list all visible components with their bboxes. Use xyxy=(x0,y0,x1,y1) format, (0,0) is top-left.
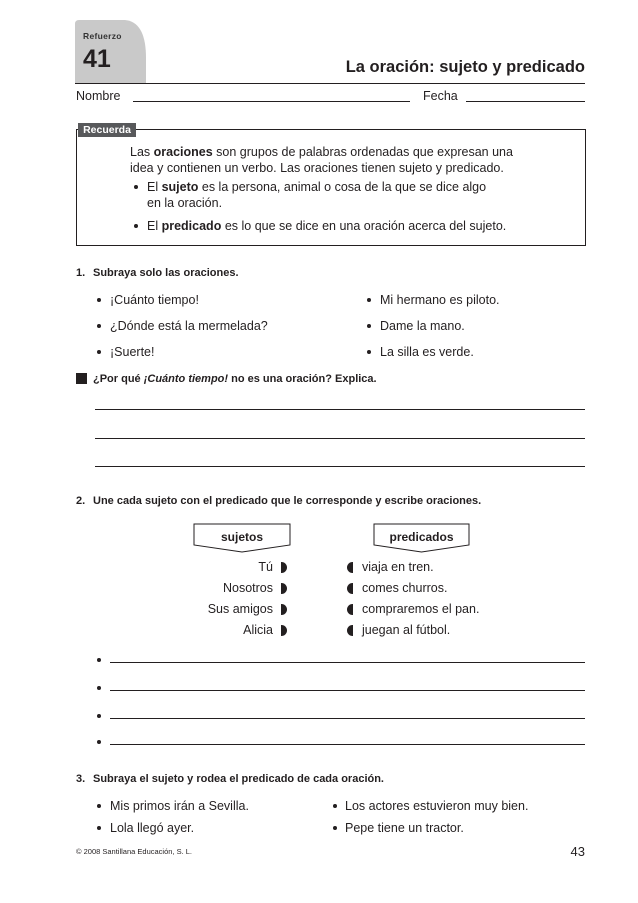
recuerda-bullet-sujeto-continuation: en la oración. xyxy=(147,196,223,210)
bullet-icon xyxy=(97,686,101,690)
tab-label: Refuerzo xyxy=(83,31,122,41)
page-title: La oración: sujeto y predicado xyxy=(345,58,585,76)
bullet-icon xyxy=(134,185,138,189)
answer-line xyxy=(95,466,585,467)
connector-dot-icon xyxy=(347,562,353,573)
connector-dot-icon xyxy=(281,625,287,636)
connector-dot-icon xyxy=(281,604,287,615)
recuerda-label: Recuerda xyxy=(78,123,136,137)
copyright: © 2008 Santillana Educación, S. L. xyxy=(76,847,193,856)
connector-dot-icon xyxy=(281,583,287,594)
bullet-icon xyxy=(367,324,371,328)
exercise-3-instruction: Subraya el sujeto y rodea el predicado de cada oración. xyxy=(93,773,384,785)
square-bullet-icon xyxy=(76,373,87,384)
recuerda-bullet-predicado xyxy=(147,218,506,234)
text: El xyxy=(147,219,162,233)
answer-line xyxy=(110,744,585,745)
keyword-oraciones: oraciones xyxy=(153,145,213,159)
answer-line xyxy=(110,690,585,691)
predicate-item: compraremos el pan. xyxy=(362,602,480,616)
list-item: Lola llegó ayer. xyxy=(110,821,195,835)
answer-line xyxy=(110,662,585,663)
list-item: Mi hermano es piloto. xyxy=(380,293,500,307)
text: ¿Por qué xyxy=(93,373,144,385)
bullet-icon xyxy=(97,298,101,302)
answer-line xyxy=(110,718,585,719)
text: es lo que se dice en una oración acerca del sujeto. xyxy=(221,219,507,233)
connector-dot-icon xyxy=(347,604,353,615)
exercise-3-number: 3. xyxy=(76,773,86,785)
bullet-icon xyxy=(367,350,371,354)
text: El xyxy=(147,180,162,194)
list-item: ¿Dónde está la mermelada? xyxy=(110,319,268,333)
list-item: Mis primos irán a Sevilla. xyxy=(110,799,249,813)
answer-line xyxy=(95,409,585,410)
subjects-label: sujetos xyxy=(220,530,263,544)
connector-dot-icon xyxy=(281,562,287,573)
name-line xyxy=(133,101,410,102)
bullet-icon xyxy=(97,714,101,718)
exercise-1-question xyxy=(93,372,377,386)
list-item: ¡Suerte! xyxy=(110,345,155,359)
subject-item: Sus amigos xyxy=(207,602,273,616)
answer-line xyxy=(95,438,585,439)
bullet-icon xyxy=(97,658,101,662)
keyword-sujeto: sujeto xyxy=(161,180,199,194)
bullet-icon xyxy=(97,324,101,328)
tab-number: 41 xyxy=(83,45,111,73)
list-item: Pepe tiene un tractor. xyxy=(345,821,464,835)
date-label: Fecha xyxy=(423,89,458,103)
exercise-1-number: 1. xyxy=(76,267,86,279)
predicate-item: viaja en tren. xyxy=(362,560,434,574)
text: Las xyxy=(130,145,154,159)
bullet-icon xyxy=(97,350,101,354)
subject-item: Nosotros xyxy=(222,581,273,595)
recuerda-intro-line2: idea y contienen un verbo. Las oraciones tienen sujeto y predicado. xyxy=(130,161,504,175)
connector-dot-icon xyxy=(347,625,353,636)
list-item: Dame la mano. xyxy=(380,319,465,333)
text: son grupos de palabras ordenadas que expresan una xyxy=(212,145,513,159)
list-item: ¡Cuánto tiempo! xyxy=(110,293,199,307)
keyword-predicado: predicado xyxy=(161,219,222,233)
bullet-icon xyxy=(134,224,138,228)
name-label: Nombre xyxy=(76,89,121,103)
bullet-icon xyxy=(333,804,337,808)
bullet-icon xyxy=(333,826,337,830)
text: es la persona, animal o cosa de la que se dice algo xyxy=(198,180,487,194)
subject-item: Alicia xyxy=(243,623,273,637)
bullet-icon xyxy=(97,826,101,830)
connector-dot-icon xyxy=(347,583,353,594)
page-number: 43 xyxy=(570,844,585,859)
text: no es una oración? Explica. xyxy=(228,373,377,385)
date-line xyxy=(466,101,585,102)
bullet-icon xyxy=(367,298,371,302)
bullet-icon xyxy=(97,740,101,744)
list-item: La silla es verde. xyxy=(380,345,474,359)
recuerda-bullet-sujeto xyxy=(147,179,486,195)
exercise-2-instruction: Une cada sujeto con el predicado que le corresponde y escribe oraciones. xyxy=(93,495,482,507)
list-item: Los actores estuvieron muy bien. xyxy=(345,799,529,813)
predicate-item: comes churros. xyxy=(362,581,448,595)
predicates-label: predicados xyxy=(389,530,454,544)
exercise-1-instruction: Subraya solo las oraciones. xyxy=(93,267,239,279)
recuerda-intro-line1 xyxy=(130,144,513,160)
exercise-2-number: 2. xyxy=(76,495,86,507)
header-rule xyxy=(75,83,585,84)
subject-item: Tú xyxy=(258,560,273,574)
predicate-item: juegan al fútbol. xyxy=(362,623,451,637)
quoted-phrase: ¡Cuánto tiempo! xyxy=(143,373,229,385)
bullet-icon xyxy=(97,804,101,808)
